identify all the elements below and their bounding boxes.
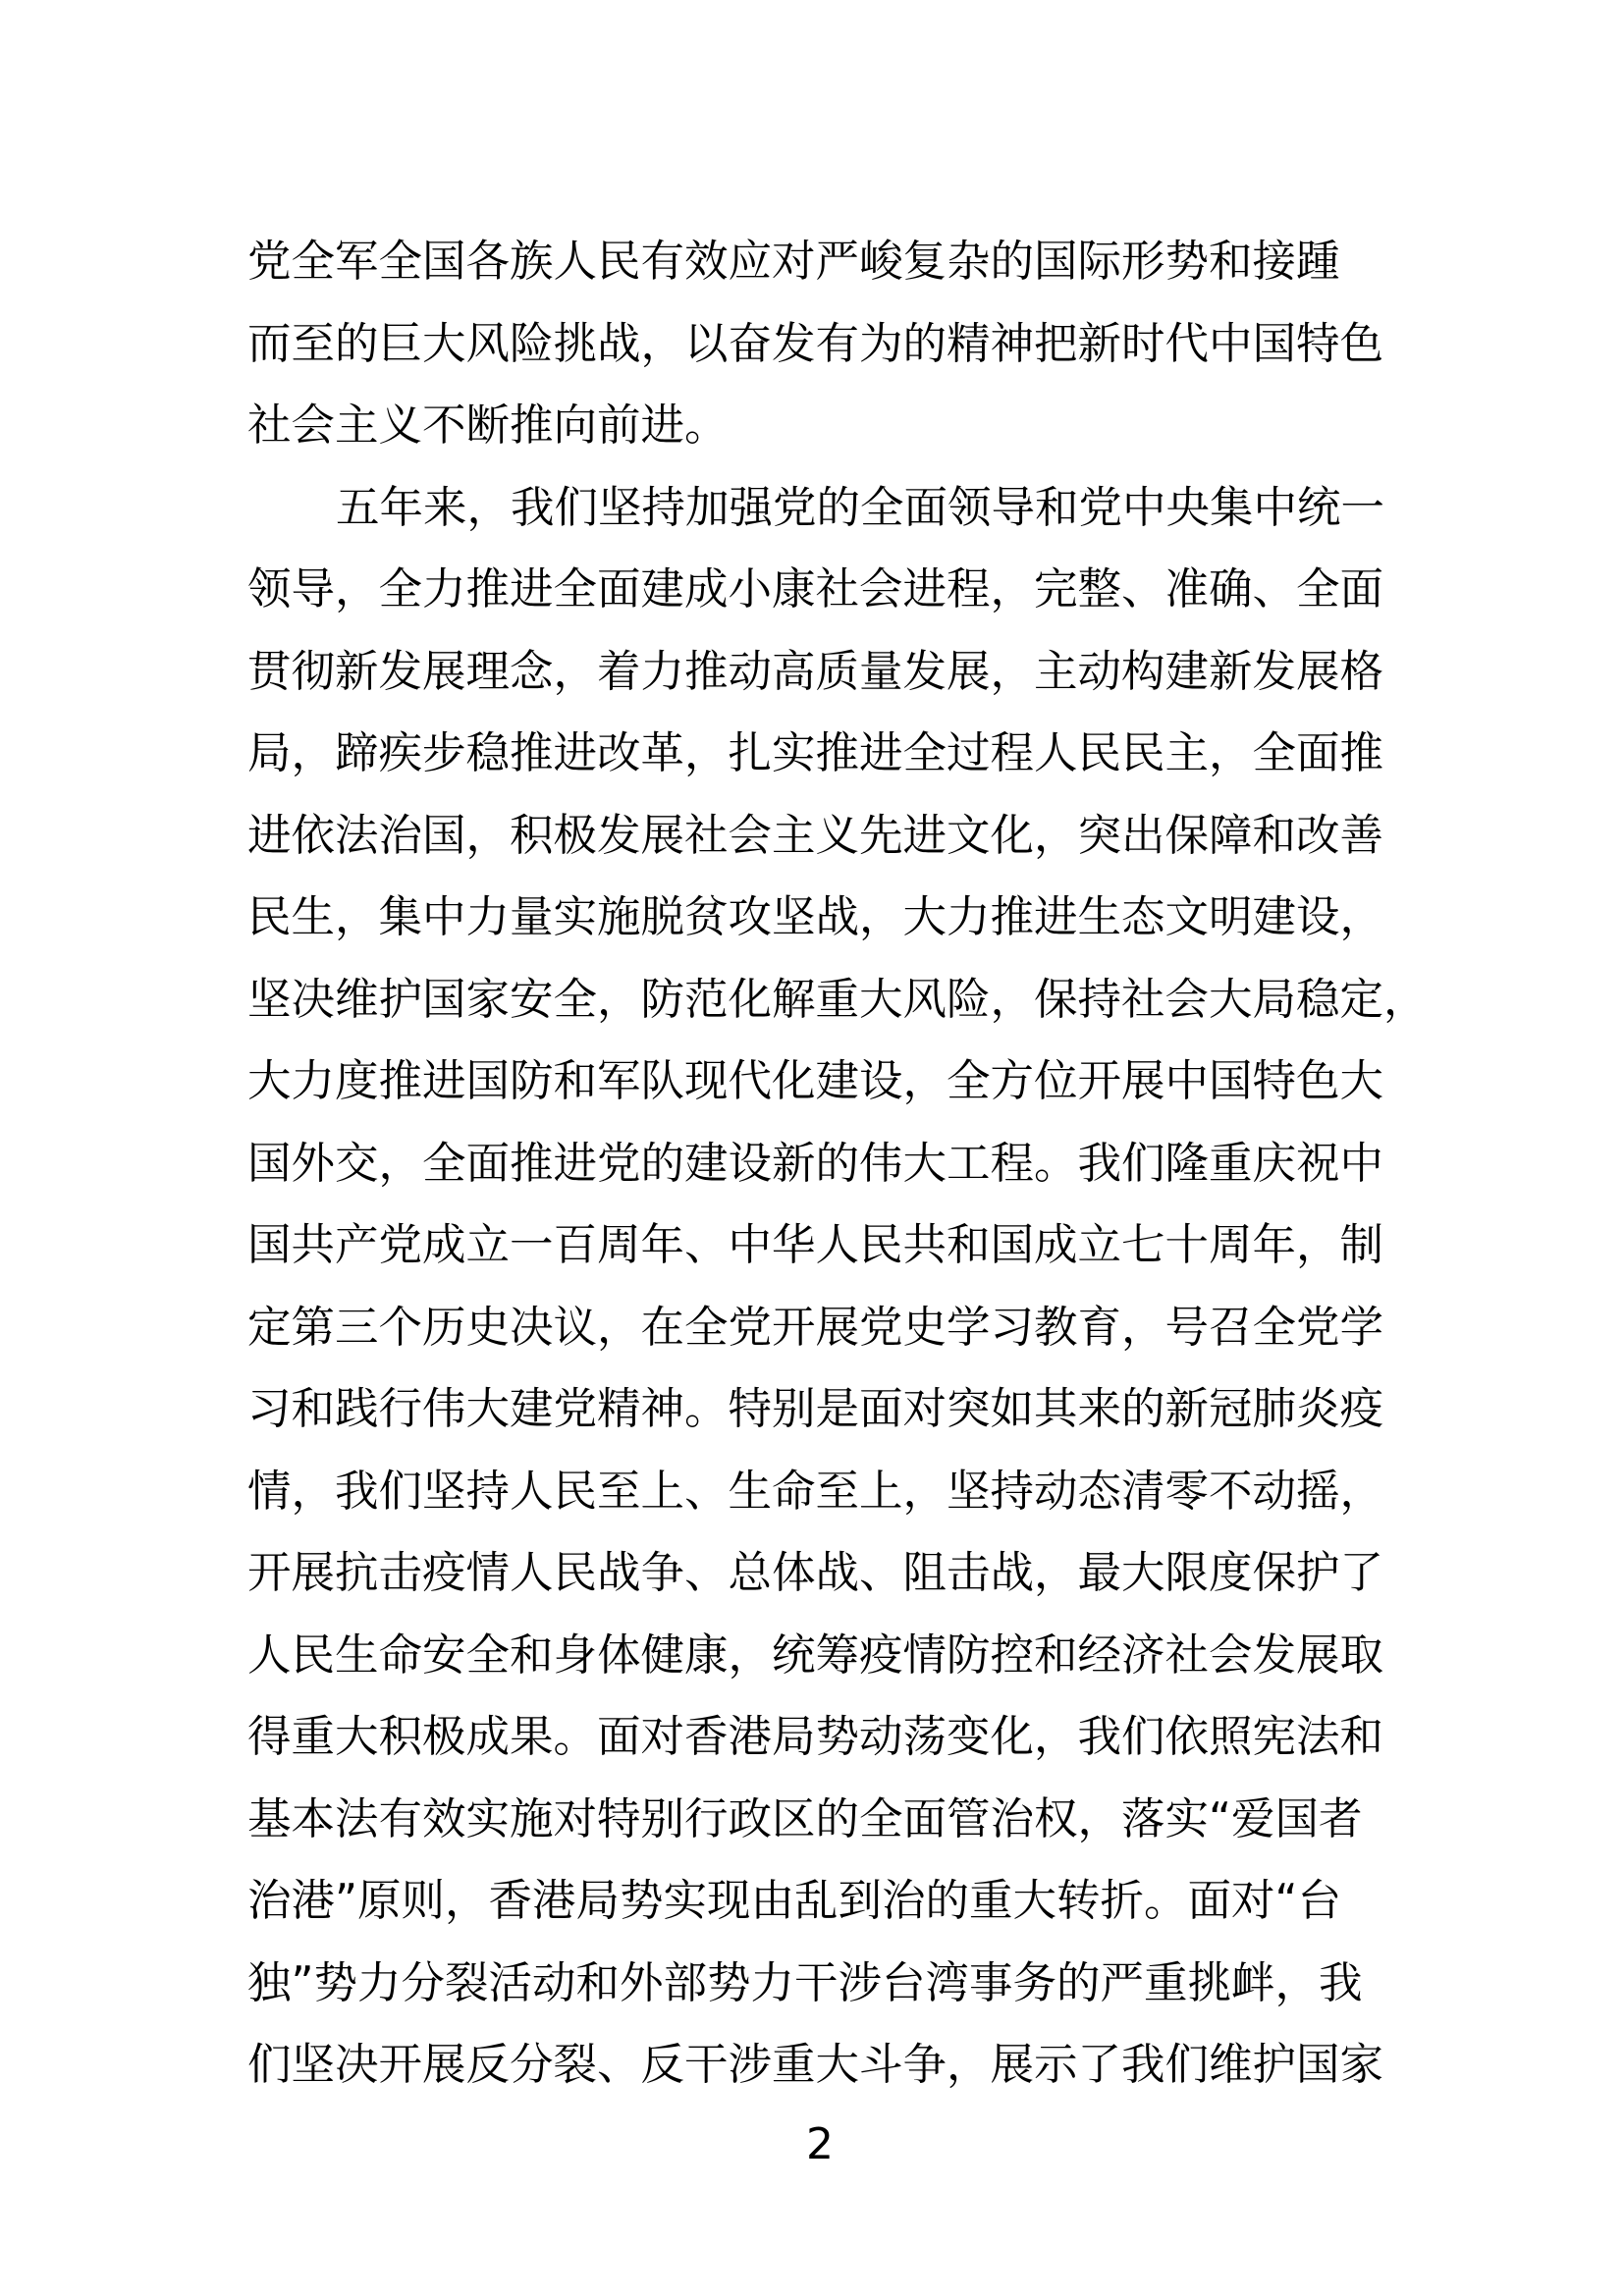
text-line: 五年来，我们坚持加强党的全面领导和党中央集中统一 [336, 482, 1385, 533]
text-line: 局，蹄疾步稳推进改革，扎实推进全过程人民民主，全面推 [247, 728, 1384, 778]
text-line: 基本法有效实施对特别行政区的全面管治权，落实“爱国者 [247, 1793, 1363, 1844]
document-body [247, 221, 1428, 2107]
page-number: 2 [806, 2119, 834, 2169]
text-line: 们坚决开展反分裂、反干涉重大斗争，展示了我们维护国家 [247, 2040, 1384, 2090]
text-line: 独”势力分裂活动和外部势力干涉台湾事务的严重挑衅，我 [247, 1957, 1363, 2008]
text-line: 人民生命安全和身体健康，统筹疫情防控和经济社会发展取 [247, 1629, 1384, 1681]
text-line: 坚决维护国家安全，防范化解重大风险，保持社会大局稳定， [247, 974, 1428, 1025]
text-line: 民生，集中力量实施脱贫攻坚战，大力推进生态文明建设， [247, 892, 1384, 942]
text-line: 党全军全国各族人民有效应对严峻复杂的国际形势和接踵 [247, 237, 1340, 287]
text-line: 定第三个历史决议，在全党开展党史学习教育，号召全党学 [247, 1302, 1384, 1353]
paragraph [247, 467, 1428, 2107]
text-line: 领导，全力推进全面建成小康社会进程，完整、准确、全面 [247, 564, 1384, 614]
text-line: 开展抗击疫情人民战争、总体战、阻击战，最大限度保护了 [247, 1548, 1384, 1598]
text-line: 习和践行伟大建党精神。特别是面对突如其来的新冠肺炎疫 [247, 1384, 1384, 1434]
text-line: 情，我们坚持人民至上、生命至上，坚持动态清零不动摇， [247, 1466, 1384, 1517]
text-line: 大力度推进国防和军队现代化建设，全方位开展中国特色大 [247, 1056, 1384, 1106]
text-line: 而至的巨大风险挑战，以奋发有为的精神把新时代中国特色 [247, 318, 1384, 369]
text-line: 得重大积极成果。面对香港局势动荡变化，我们依照宪法和 [247, 1712, 1384, 1762]
paragraph [247, 221, 1396, 467]
text-line: 贯彻新发展理念，着力推动高质量发展，主动构建新发展格 [247, 646, 1384, 697]
text-line: 治港”原则，香港局势实现由乱到治的重大转折。面对“台 [247, 1876, 1342, 1926]
text-line: 国共产党成立一百周年、中华人民共和国成立七十周年，制 [247, 1220, 1384, 1270]
text-line: 国外交，全面推进党的建设新的伟大工程。我们隆重庆祝中 [247, 1138, 1384, 1189]
text-line: 进依法治国，积极发展社会主义先进文化，突出保障和改善 [247, 810, 1384, 861]
text-line: 社会主义不断推向前进。 [247, 400, 729, 451]
